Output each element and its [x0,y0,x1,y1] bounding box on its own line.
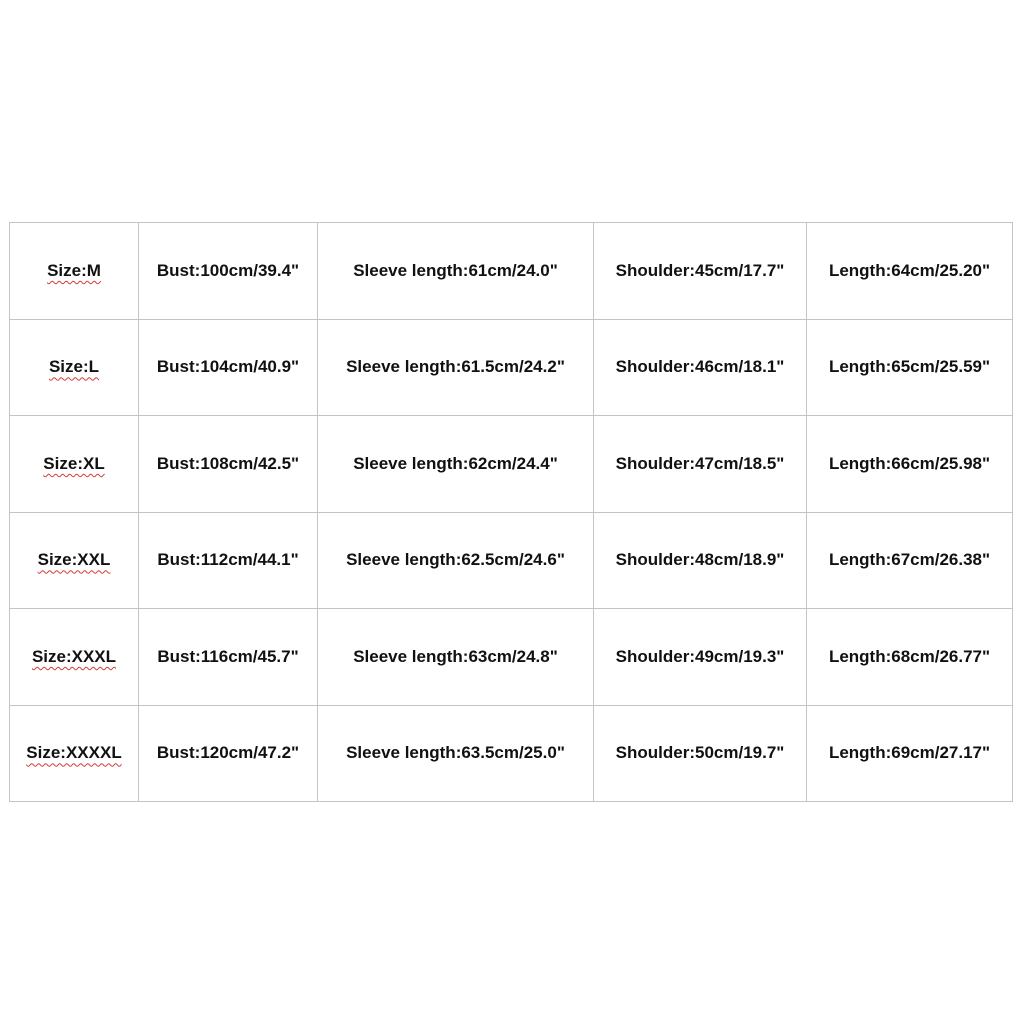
shoulder-cell: Shoulder:50cm/19.7" [594,705,807,802]
sleeve-length-cell: Sleeve length:62.5cm/24.6" [318,512,594,609]
size-cell [10,512,139,609]
bust-cell: Bust:116cm/45.7" [139,609,318,706]
length-cell: Length:66cm/25.98" [807,416,1013,513]
table-row [10,705,1013,802]
length-cell: Length:65cm/25.59" [807,319,1013,416]
size-label: Size:XXL [37,550,111,570]
table-row [10,319,1013,416]
sleeve-length-cell: Sleeve length:61cm/24.0" [318,223,594,320]
sleeve-length-cell: Sleeve length:63.5cm/25.0" [318,705,594,802]
length-cell: Length:69cm/27.17" [807,705,1013,802]
shoulder-cell: Shoulder:46cm/18.1" [594,319,807,416]
bust-cell: Bust:112cm/44.1" [139,512,318,609]
sleeve-length-cell: Sleeve length:62cm/24.4" [318,416,594,513]
bust-cell: Bust:120cm/47.2" [139,705,318,802]
shoulder-cell: Shoulder:47cm/18.5" [594,416,807,513]
bust-cell: Bust:100cm/39.4" [139,223,318,320]
shoulder-cell: Shoulder:48cm/18.9" [594,512,807,609]
length-cell: Length:67cm/26.38" [807,512,1013,609]
table-row [10,223,1013,320]
size-cell [10,223,139,320]
shoulder-cell: Shoulder:49cm/19.3" [594,609,807,706]
size-label: Size:XL [43,453,105,473]
size-cell [10,416,139,513]
length-cell: Length:64cm/25.20" [807,223,1013,320]
bust-cell: Bust:108cm/42.5" [139,416,318,513]
sleeve-length-cell: Sleeve length:61.5cm/24.2" [318,319,594,416]
table-row [10,416,1013,513]
table-row [10,609,1013,706]
size-cell [10,609,139,706]
size-label: Size:M [47,260,101,280]
size-label: Size:XXXXL [26,743,122,763]
table-row [10,512,1013,609]
size-cell [10,705,139,802]
size-chart-table [9,222,1013,802]
bust-cell: Bust:104cm/40.9" [139,319,318,416]
shoulder-cell: Shoulder:45cm/17.7" [594,223,807,320]
sleeve-length-cell: Sleeve length:63cm/24.8" [318,609,594,706]
size-label: Size:L [48,357,100,377]
size-cell [10,319,139,416]
length-cell: Length:68cm/26.77" [807,609,1013,706]
size-label: Size:XXXL [31,646,117,666]
